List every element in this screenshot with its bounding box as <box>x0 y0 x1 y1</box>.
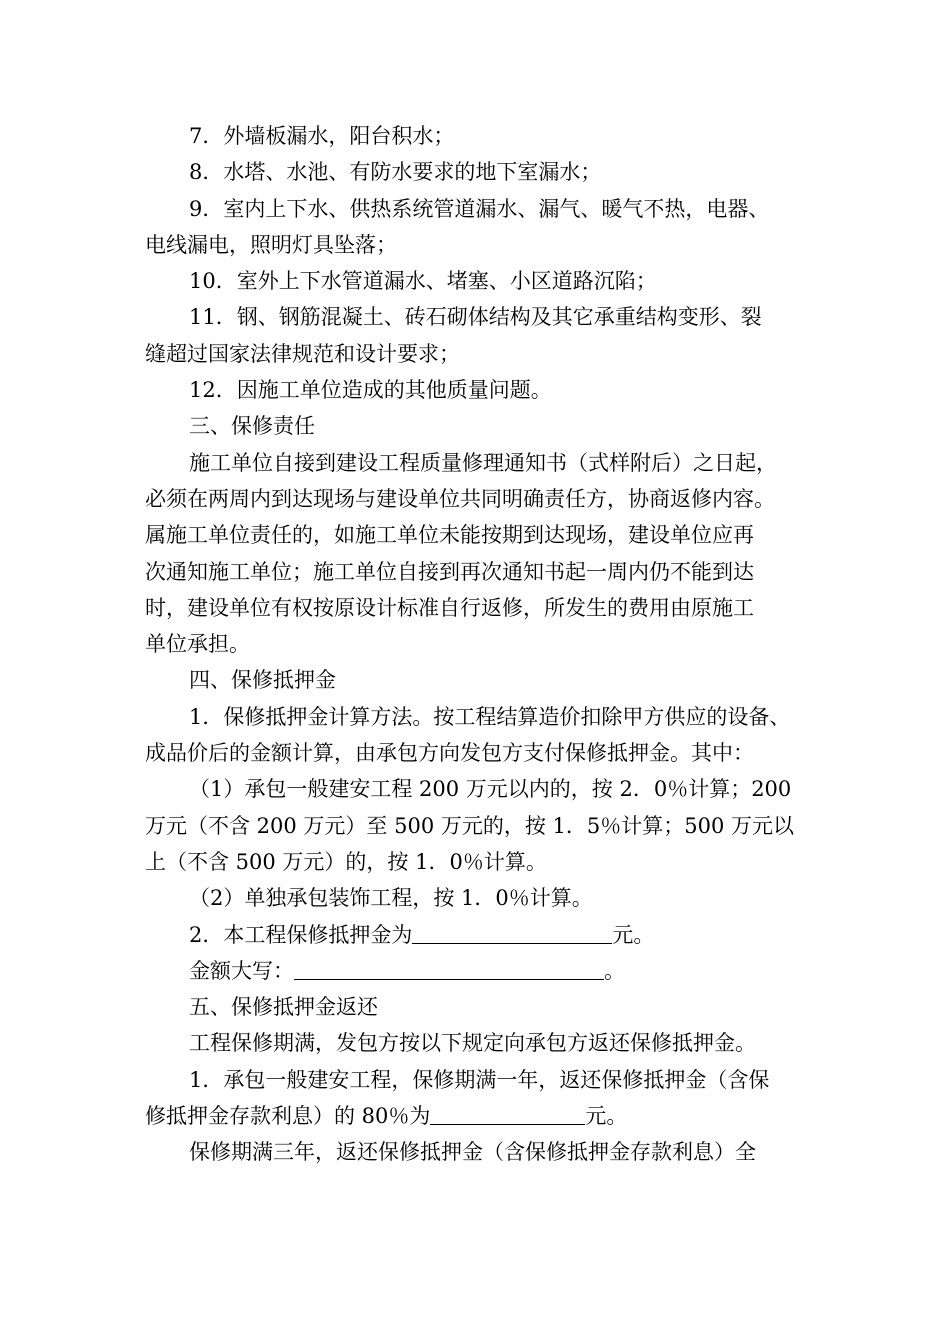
section-3-para-line5: 时，建设单位有权按原设计标准自行返修，所发生的费用由原施工 <box>145 595 754 620</box>
document-body <box>145 118 825 1171</box>
return-amount-label: 修抵押金存款利息）的 80％为 <box>145 1104 431 1129</box>
section-3-para-line4: 次通知施工单位；施工单位自接到再次通知书起一周内仍不能到达 <box>145 559 754 584</box>
section-4-heading: 四、保修抵押金 <box>189 668 336 693</box>
section-3-heading: 三、保修责任 <box>189 414 315 439</box>
section-3-para-line1: 施工单位自接到建设工程质量修理通知书（式样附后）之日起， <box>189 450 777 475</box>
item-10: 10．室外上下水管道漏水、堵塞、小区道路沉陷； <box>189 269 657 294</box>
amount-in-words <box>145 953 825 989</box>
amount-in-words-blank[interactable] <box>294 959 604 980</box>
item-7: 7．外墙板漏水，阳台积水； <box>189 124 455 148</box>
section-4-sub1-line2: 万元（不含 200 万元）至 500 万元的，按 1．5％计算；500 万元以 <box>145 813 795 838</box>
section-5-intro: 工程保修期满，发包方按以下规定向承包方返还保修抵押金。 <box>189 1031 756 1056</box>
deposit-amount-unit: 元。 <box>612 922 655 947</box>
section-5-item2-line1: 保修期满三年，返还保修抵押金（含保修抵押金存款利息）全 <box>189 1140 756 1165</box>
item-11-line1: 11．钢、钢筋混凝土、砖石砌体结构及其它承重结构变形、裂 <box>189 305 762 330</box>
deposit-amount-blank[interactable] <box>412 923 612 944</box>
section-3-para-line2: 必须在两周内到达现场与建设单位共同明确责任方，协商返修内容。 <box>145 486 775 511</box>
return-amount-blank[interactable] <box>430 1104 585 1125</box>
amount-in-words-end: 。 <box>604 958 625 983</box>
section-4-sub1-line1: （1）承包一般建安工程 200 万元以内的，按 2．0％计算；200 <box>189 777 792 802</box>
section-4-sub1-line3: 上（不含 500 万元）的，按 1．0％计算。 <box>145 849 547 874</box>
section-5-item1-line1: 1．承包一般建安工程，保修期满一年，返还保修抵押金（含保 <box>189 1067 770 1092</box>
section-4-item1-line2: 成品价后的金额计算，由承包方向发包方支付保修抵押金。其中： <box>145 741 754 766</box>
section-3-para-line6: 单位承担。 <box>145 632 250 657</box>
deposit-amount-label: 2．本工程保修抵押金为 <box>189 922 413 947</box>
item-9-line2: 电线漏电，照明灯具坠落； <box>145 232 397 257</box>
section-4-item1-line1: 1．保修抵押金计算方法。按工程结算造价扣除甲方供应的设备、 <box>189 704 791 729</box>
return-amount-unit: 元。 <box>585 1104 628 1129</box>
section-5-item1-line2 <box>145 1098 825 1134</box>
section-4-sub2: （2）单独承包装饰工程，按 1．0％计算。 <box>189 886 593 911</box>
section-5-heading: 五、保修抵押金返还 <box>189 995 378 1020</box>
item-11-line2: 缝超过国家法律规范和设计要求； <box>145 341 460 366</box>
item-9-line1: 9．室内上下水、供热系统管道漏水、漏气、暖气不热，电器、 <box>189 196 770 221</box>
section-4-item2 <box>145 917 825 953</box>
section-3-para-line3: 属施工单位责任的，如施工单位未能按期到达现场，建设单位应再 <box>145 523 754 548</box>
amount-in-words-label: 金额大写： <box>189 958 294 983</box>
item-8: 8．水塔、水池、有防水要求的地下室漏水； <box>189 160 602 185</box>
item-12: 12．因施工单位造成的其他质量问题。 <box>189 378 552 403</box>
